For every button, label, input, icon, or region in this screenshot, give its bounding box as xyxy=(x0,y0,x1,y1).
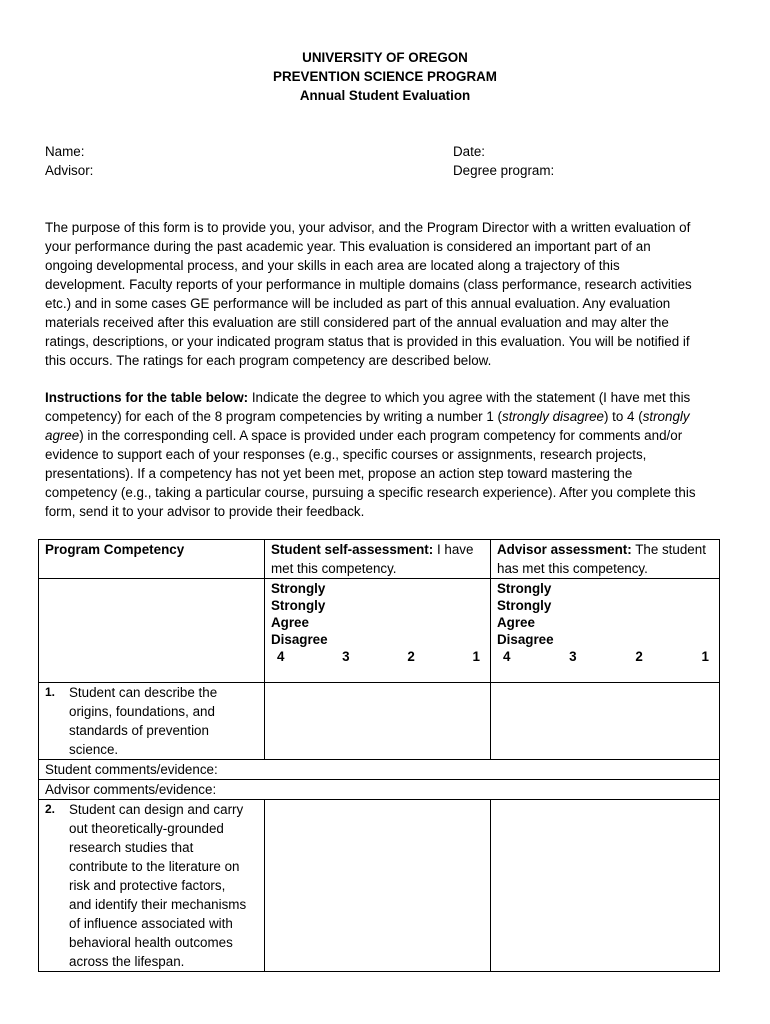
competency-number: 2. xyxy=(45,802,56,816)
rating-scale-row xyxy=(39,579,720,683)
advisor-comments-label: Advisor comments/evidence: xyxy=(45,782,217,797)
purpose-line: development. Faculty reports of your performance in multiple domains (class performance, research activities xyxy=(45,277,692,292)
advisor-comments-row xyxy=(39,780,720,800)
competency-column-header xyxy=(39,540,265,579)
scale-number: 2 xyxy=(407,649,415,664)
instructions-line: competency (e.g., taking a particular course, pursuing a specific research experience). After you complete this xyxy=(45,485,696,500)
advisor-assessment-header xyxy=(491,540,720,579)
competency-line: out theoretically-grounded xyxy=(69,821,224,836)
instructions-line: form, send it to your advisor to provide their feedback. xyxy=(45,504,365,519)
purpose-line: The purpose of this form is to provide you, your advisor, and the Program Director with a written evaluation of xyxy=(45,220,691,235)
purpose-line: etc.) and in some cases GE performance will be included as part of this annual evaluation. Any evaluation xyxy=(45,296,671,311)
competency-line: across the lifespan. xyxy=(69,954,185,969)
degree-program-label: Degree program: xyxy=(453,163,555,178)
competency-line: contribute to the literature on xyxy=(69,859,240,874)
scale-number: 1 xyxy=(472,649,480,664)
student-rating-cell[interactable] xyxy=(265,683,491,760)
scale-numbers xyxy=(497,647,713,664)
scale-number: 1 xyxy=(701,649,709,664)
instructions-emphasis: strongly xyxy=(642,409,690,424)
purpose-paragraph xyxy=(45,218,735,370)
instructions-line: presentations). If a competency has not yet been met, propose an action step toward mastering the xyxy=(45,466,633,481)
scale-label: Strongly xyxy=(271,581,326,596)
instructions-emphasis: strongly disagree xyxy=(502,409,604,424)
purpose-line: ratings, descriptions, or your indicated program status that is provided in this evaluation. You will be notified if xyxy=(45,334,690,349)
instructions-lead: Instructions for the table below: xyxy=(45,390,249,405)
scale-blank-cell xyxy=(39,579,265,683)
instructions-text: ) to 4 ( xyxy=(603,409,643,424)
scale-number: 3 xyxy=(569,649,577,664)
purpose-line: materials received after this evaluation are still considered part of the annual evaluation and may alter the xyxy=(45,315,669,330)
program-title: PREVENTION SCIENCE PROGRAM xyxy=(273,69,497,84)
competency-header-label: Program Competency xyxy=(45,542,185,557)
instructions-emphasis: agree xyxy=(45,428,80,443)
competency-text xyxy=(69,683,217,759)
instructions-line: evidence to support each of your responses (e.g., specific courses or assignments, research projects, xyxy=(45,447,647,462)
advisor-rating-scale xyxy=(491,579,720,683)
scale-number: 3 xyxy=(342,649,350,664)
student-assessment-text: met this competency. xyxy=(271,561,397,576)
instructions-line xyxy=(45,407,735,426)
competency-line: origins, foundations, and xyxy=(69,704,215,719)
competency-text xyxy=(69,800,246,971)
competency-line: and identify their mechanisms xyxy=(69,897,247,912)
scale-number: 4 xyxy=(503,649,511,664)
scale-label: Strongly xyxy=(497,581,552,596)
competency-table xyxy=(38,539,720,972)
university-title: UNIVERSITY OF OREGON xyxy=(302,50,468,65)
competency-line: standards of prevention xyxy=(69,723,209,738)
instructions-paragraph xyxy=(45,388,735,521)
competency-line: science. xyxy=(69,742,119,757)
purpose-line: ongoing developmental process, and your skills in each area are located along a trajectory of this xyxy=(45,258,620,273)
advisor-comments-field[interactable] xyxy=(39,780,720,800)
form-header xyxy=(0,48,770,105)
student-rating-scale xyxy=(265,579,491,683)
purpose-line: your performance during the past academic year. This evaluation is considered an important part of an xyxy=(45,239,651,254)
scale-numbers xyxy=(271,647,484,664)
advisor-rating-cell[interactable] xyxy=(491,683,720,760)
competency-line: of influence associated with xyxy=(69,916,233,931)
competency-item xyxy=(45,683,258,759)
instructions-line xyxy=(45,388,735,407)
advisor-assessment-text: has met this competency. xyxy=(497,561,648,576)
purpose-line: this occurs. The ratings for each program competency are described below. xyxy=(45,353,492,368)
competency-line: Student can describe the xyxy=(69,685,218,700)
student-assessment-title: Student self-assessment: xyxy=(271,542,434,557)
advisor-assessment-text: The student xyxy=(631,542,706,557)
competency-line: research studies that xyxy=(69,840,194,855)
competency-description xyxy=(39,683,265,760)
competency-line: behavioral health outcomes xyxy=(69,935,233,950)
table-header-row xyxy=(39,540,720,579)
scale-number: 4 xyxy=(277,649,285,664)
student-assessment-text: I have xyxy=(433,542,474,557)
student-comments-label: Student comments/evidence: xyxy=(45,762,218,777)
scale-label: Disagree xyxy=(497,632,554,647)
scale-label: Strongly xyxy=(497,598,552,613)
instructions-line xyxy=(45,426,735,445)
competency-row xyxy=(39,800,720,972)
competency-number: 1. xyxy=(45,685,56,699)
competency-line: Student can design and carry xyxy=(69,802,244,817)
date-label: Date: xyxy=(453,144,486,159)
competency-row xyxy=(39,683,720,760)
scale-label: Disagree xyxy=(271,632,328,647)
advisor-assessment-title: Advisor assessment: xyxy=(497,542,632,557)
advisor-rating-cell[interactable] xyxy=(491,800,720,972)
competency-line: risk and protective factors, xyxy=(69,878,226,893)
form-title: Annual Student Evaluation xyxy=(299,88,471,103)
student-rating-cell[interactable] xyxy=(265,800,491,972)
scale-label: Agree xyxy=(271,615,309,630)
advisor-label: Advisor: xyxy=(45,163,94,178)
scale-number: 2 xyxy=(635,649,643,664)
competency-description xyxy=(39,800,265,972)
competency-item xyxy=(45,800,258,971)
scale-label: Agree xyxy=(497,615,535,630)
name-label: Name: xyxy=(45,144,85,159)
student-comments-row xyxy=(39,760,720,780)
student-comments-field[interactable] xyxy=(39,760,720,780)
instructions-text: competency) for each of the 8 program competencies by writing a number 1 ( xyxy=(45,409,502,424)
instructions-text: ) in the corresponding cell. A space is provided under each program competency for comments and/or xyxy=(79,428,683,443)
instructions-text: Indicate the degree to which you agree with the statement (I have met this xyxy=(248,390,691,405)
student-assessment-header xyxy=(265,540,491,579)
scale-label: Strongly xyxy=(271,598,326,613)
